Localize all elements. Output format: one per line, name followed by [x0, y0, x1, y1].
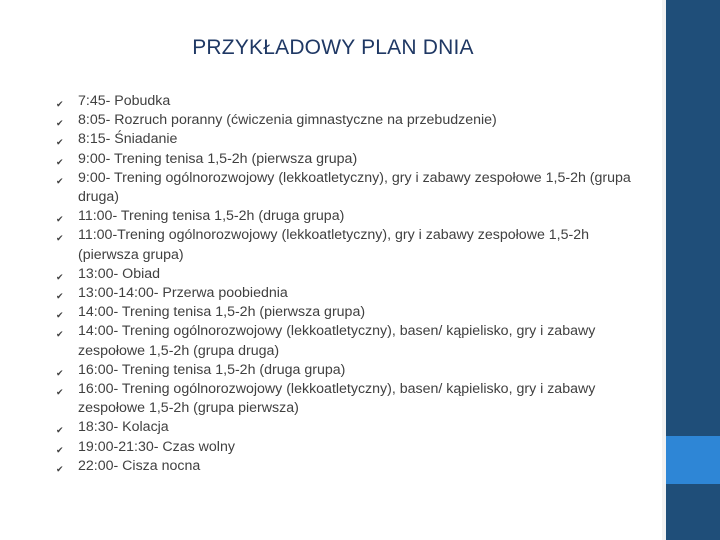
checkmark-icon: ✔: [56, 271, 64, 282]
checkmark-icon: ✔: [56, 463, 64, 474]
schedule-item-text: 18:30- Kolacja: [78, 419, 169, 436]
checkmark-icon: ✔: [56, 99, 64, 109]
schedule-item-text: 7:45- Pobudka: [78, 93, 171, 109]
checkmark-icon: ✔: [56, 156, 64, 167]
schedule-item-text: 11:00- Trening tenisa 1,5-2h (druga grupa): [78, 208, 345, 225]
schedule-item: [56, 169, 646, 207]
schedule-item: [56, 380, 646, 418]
schedule-item: [56, 303, 646, 322]
checkmark-icon: ✔: [56, 118, 64, 129]
schedule-item: [56, 284, 646, 303]
schedule-item-text: 11:00-Trening ogólnorozwojowy (lekkoatletyczny), gry i zabawy zespołowe 1,5-2h (pierwsza grupa): [78, 227, 589, 263]
schedule-item: [56, 226, 646, 264]
checkmark-icon: ✔: [56, 329, 64, 340]
schedule-item: [56, 438, 646, 457]
checkmark-icon: ✔: [56, 425, 64, 436]
checkmark-icon: ✔: [56, 367, 64, 378]
slide-title: PRZYKŁADOWY PLAN DNIA: [192, 36, 474, 59]
schedule-item: [56, 457, 646, 476]
schedule-item: [56, 361, 646, 380]
checkmark-icon: ✔: [56, 310, 64, 321]
checkmark-icon: ✔: [56, 175, 64, 186]
schedule-item-text: 14:00- Trening ogólnorozwojowy (lekkoatletyczny), basen/ kąpielisko, gry i zabawy zespołowe 1,5-2h (grupa druga): [78, 323, 596, 359]
schedule-item: [56, 92, 646, 111]
schedule-item: [56, 265, 646, 284]
schedule-item: [56, 207, 646, 226]
schedule-item-text: 8:05- Rozruch poranny (ćwiczenia gimnastyczne na przebudzenie): [78, 112, 497, 129]
schedule-item: [56, 130, 646, 149]
schedule-item: [56, 150, 646, 169]
schedule-item: [56, 111, 646, 130]
checkmark-icon: ✔: [56, 444, 64, 455]
schedule-item: [56, 322, 646, 360]
schedule-item-text: 9:00- Trening ogólnorozwojowy (lekkoatletyczny), gry i zabawy zespołowe 1,5-2h (grupa druga): [78, 169, 631, 206]
checkmark-icon: ✔: [56, 137, 64, 148]
schedule-item-text: 9:00- Trening tenisa 1,5-2h (pierwsza grupa): [78, 150, 358, 167]
checkmark-icon: ✔: [56, 387, 64, 398]
schedule-item-text: 13:00- Obiad: [78, 265, 161, 282]
schedule-item-text: 13:00-14:00- Przerwa poobiednia: [78, 285, 288, 302]
checkmark-icon: ✔: [56, 291, 64, 302]
checkmark-icon: ✔: [56, 214, 64, 225]
schedule-item-text: 22:00- Cisza nocna: [78, 457, 201, 474]
schedule-list: [56, 92, 646, 476]
schedule-item-text: 16:00- Trening tenisa 1,5-2h (druga grupa): [78, 361, 346, 378]
schedule-item-text: 19:00-21:30- Czas wolny: [78, 438, 235, 455]
schedule-item-text: 14:00- Trening tenisa 1,5-2h (pierwsza grupa): [78, 304, 366, 321]
schedule-item-text: 8:15- Śniadanie: [78, 131, 178, 148]
side-accent-block: [666, 436, 720, 484]
schedule-item-text: 16:00- Trening ogólnorozwojowy (lekkoatletyczny), basen/ kąpielisko, gry i zabawy zespołowe 1,5-2h (grupa pierwsza): [78, 381, 596, 417]
checkmark-icon: ✔: [56, 233, 64, 244]
schedule-item: [56, 418, 646, 437]
